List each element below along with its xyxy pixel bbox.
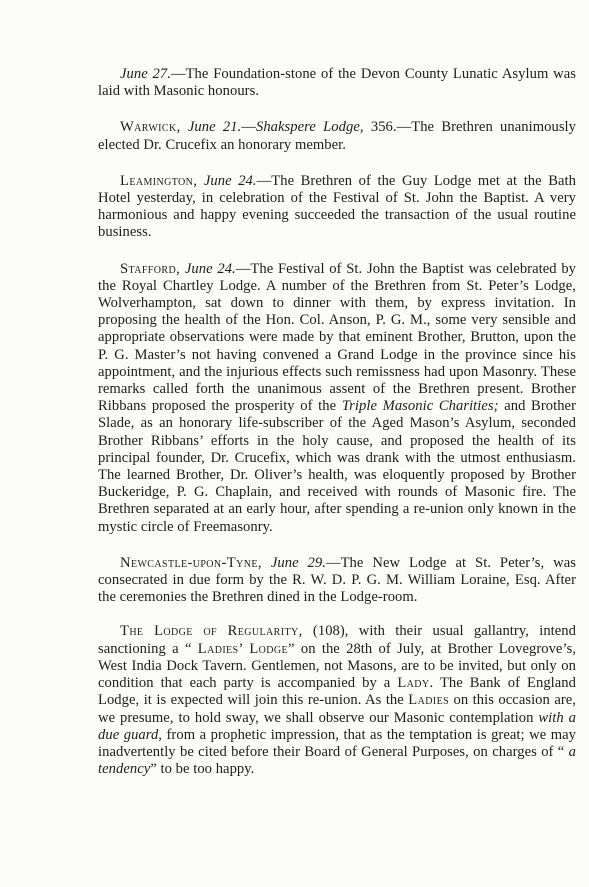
paragraph-body: 356.—The Brethren unanimously elected Dr. Crucefix an honorary member. (98, 119, 577, 153)
paragraph-body: —The Brethren of the Guy Lodge met at the Bath Hotel yesterday, in celebration of the Festival of St. John the Baptist. A very harmonious and happy evening succeeded the transaction of the usual routine business. (98, 172, 577, 241)
paragraph-due-guard: with a due guard, (98, 709, 576, 743)
paragraph-newcastle (98, 555, 576, 607)
paragraph-body-continued: on this occasion are, we presume, to hold sway, we shall observe our Masonic contemplation (98, 692, 576, 726)
paragraph-charities: Triple Masonic Charities; (341, 398, 499, 415)
paragraph-body-continued: and Brother Slade, as an honorary life-subscriber of the Aged Mason’s Asylum, seconded Brother Ribbans’ efforts in the holy cause, and proposed the health of its principal founder, Dr. Crucefix, which was drank with the utmost enthusiasm. The learned Brother, Dr. Oliver’s health, was eloquently proposed by Brother Buckeridge, P. G. Chaplain, and received with rounds of Masonic fire. The Brethren separated at an early hour, after spending a re-union only known in the mystic circle of Freemasonry. (98, 398, 576, 535)
paragraph-date: June 27. (120, 66, 171, 82)
paragraph-leamington (98, 173, 576, 242)
paragraph-body: —The New Lodge at St. Peter’s, was consecrated in due form by the R. W. D. P. G. M. William Loraine, Esq. After the ceremonies the Brethren dined in the Lodge-room. (98, 554, 577, 606)
paragraph-body: (108), with their usual gallantry, intend sanctioning a “ (98, 623, 576, 657)
paragraph-tendency: a tendency (98, 743, 576, 778)
paragraph-body-continued: ” to be too happy. (150, 761, 255, 778)
paragraph-lady: Lady (397, 675, 430, 692)
paragraph-lodge-of-regularity (98, 623, 576, 778)
paragraph-body: —The Foundation-stone of the Devon County Lunatic Asylum was laid with Masonic honours. (98, 66, 576, 100)
paragraph-date: June 24. (184, 260, 236, 277)
paragraph-warwick (98, 119, 576, 153)
paragraph-devon-asylum (98, 66, 576, 100)
paragraph-body-continued: from a prophetic impression, that as the temptation is great; we may inadvertently be cited before their Board of General Purposes, on charges of “ (98, 726, 577, 760)
paragraph-body-continued: . The Bank of England Lodge, it is expected will join this re-union. As the (98, 675, 576, 709)
paragraph-place: Leamington, (120, 172, 198, 189)
paragraph-date: June 21. (187, 119, 242, 136)
paragraph-place: The Lodge of Regularity, (120, 623, 303, 640)
paragraph-body-continued: ” on the 28th of July, at Brother Lovegrove’s, West India Dock Tavern. Gentlemen, not Masons, are to be invited, but only on condition that each party is accompanied by a (98, 640, 576, 692)
paragraph-ladies-lodge: Ladies’ Lodge (197, 640, 289, 657)
paragraph-place: Warwick, (120, 119, 181, 136)
paragraph-body: —The Festival of St. John the Baptist was celebrated by the Royal Chartley Lodge. A number of the Brethren from St. Peter’s Lodge, Wolverhampton, sat down to dinner with them, by express invitation. In proposing the health of the Hon. Col. Anson, P. G. M., some very sensible and appropriate observations were made by that eminent Brother, Brutton, upon the P. G. Master’s not having convened a Grand Lodge in the province since his appointment, and the injurious effects such remissness had upon Masonry. These remarks called forth the unanimous assent of the Brethren present. Brother Ribbans proposed the prosperity of the (98, 260, 577, 415)
text-column (98, 66, 576, 797)
paragraph-place: Stafford, (120, 260, 181, 277)
paragraph-stafford (98, 261, 576, 536)
paragraph-lodge-name: Shakspere Lodge, (255, 119, 364, 136)
paragraph-place: Newcastle-upon-Tyne, (120, 554, 262, 571)
paragraph-date: June 24. (203, 172, 257, 189)
paragraph-ladies: Ladies (408, 692, 450, 709)
paragraph-body-dash: — (241, 119, 256, 136)
paragraph-date: June 29. (270, 554, 326, 571)
